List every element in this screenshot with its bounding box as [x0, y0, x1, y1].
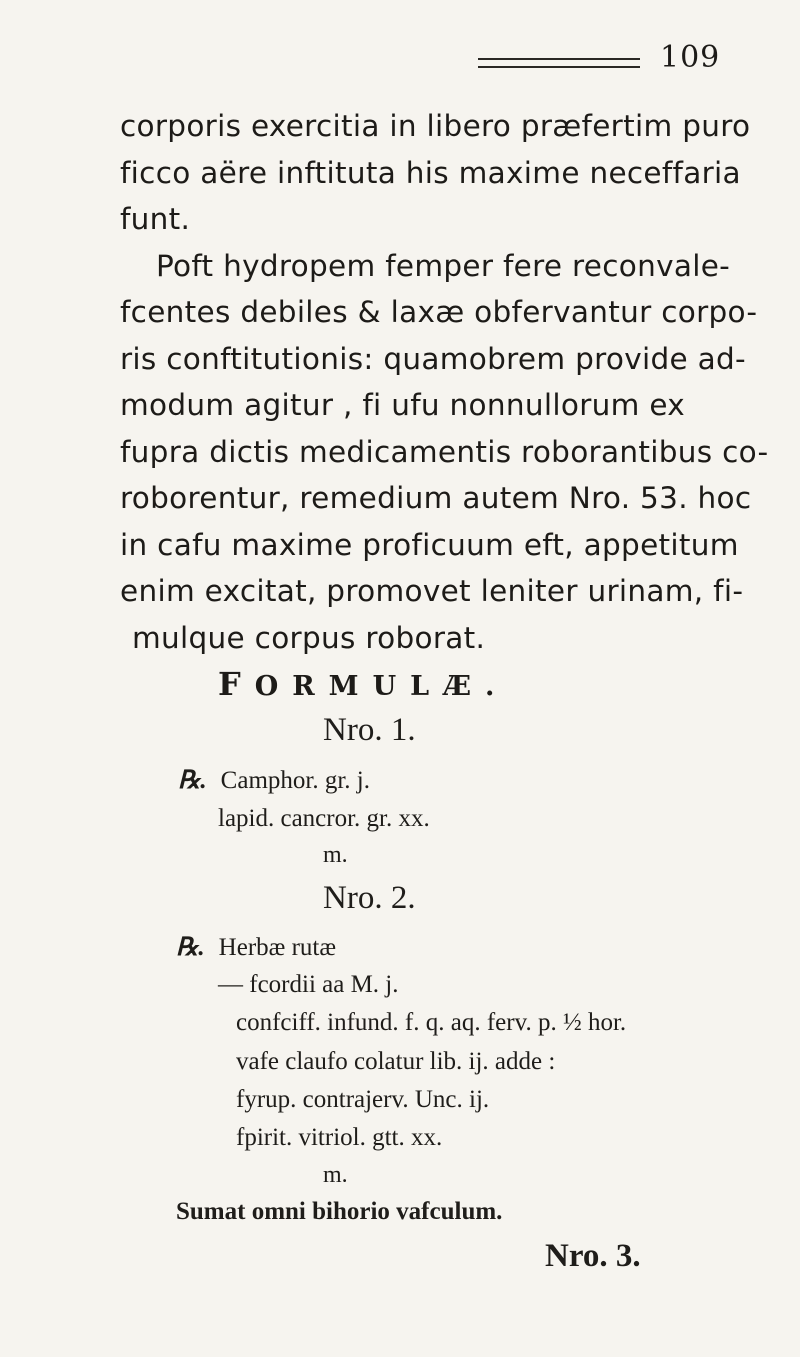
formulae-heading	[218, 665, 508, 703]
text-line: roborentur, remedium autem Nro. 53. hoc	[120, 481, 752, 515]
header-rule	[478, 58, 640, 68]
page-number: 109	[660, 40, 721, 75]
formula-2-line: confciff. infund. f. q. aq. ferv. p. ½ hor.	[236, 1009, 627, 1036]
heading-rest: ORMULÆ.	[254, 671, 509, 702]
formula-2-line: fyrup. contrajerv. Unc. ij.	[236, 1086, 490, 1113]
formula-2-line-text: Herbæ rutæ	[218, 934, 337, 961]
formula-1-line-text: Camphor. gr. j.	[220, 767, 370, 794]
dosage-instruction: Sumat omni bihorio vafculum.	[176, 1198, 503, 1225]
formula-1-line	[178, 765, 370, 795]
recipe-symbol-icon: ℞.	[178, 767, 207, 794]
formula-2-line: — fcordii aa M. j.	[218, 971, 399, 998]
text-line: in cafu maxime proficuum eft, appetitum	[120, 527, 739, 562]
text-line: Poft hydropem femper fere reconvale-	[156, 248, 731, 283]
formula-2-title: Nro. 2.	[323, 880, 416, 916]
text-line: enim excitat, promovet leniter urinam, fi-	[120, 574, 744, 608]
formula-2-line: fpirit. vitriol. gtt. xx.	[236, 1124, 443, 1151]
body-text	[120, 103, 769, 661]
formula-1-misce: m.	[323, 842, 348, 868]
formula-2-line	[176, 932, 336, 962]
heading-initial: F	[218, 665, 255, 703]
text-line: corporis exercitia in libero præfertim puro	[120, 109, 751, 143]
formula-2-misce: m.	[323, 1162, 348, 1188]
text-line: modum agitur , fi ufu nonnullorum ex	[120, 388, 686, 422]
text-line: ficco aëre inftituta his maxime neceffaria	[120, 155, 741, 190]
catchword: Nro. 3.	[545, 1238, 641, 1274]
text-line: fcentes debiles & laxæ obfervantur corpo-	[120, 295, 758, 329]
text-line: ris conftitutionis: quamobrem provide ad-	[120, 341, 746, 376]
text-line: fupra dictis medicamentis roborantibus co-	[120, 434, 769, 469]
text-line: mulque corpus roborat.	[132, 620, 486, 655]
formula-1-title: Nro. 1.	[323, 712, 416, 748]
recipe-symbol-icon: ℞.	[176, 934, 205, 961]
text-line: funt.	[120, 202, 191, 236]
formula-1-line: lapid. cancror. gr. xx.	[218, 805, 430, 832]
formula-2-line: vafe claufo colatur lib. ij. adde :	[236, 1048, 556, 1075]
